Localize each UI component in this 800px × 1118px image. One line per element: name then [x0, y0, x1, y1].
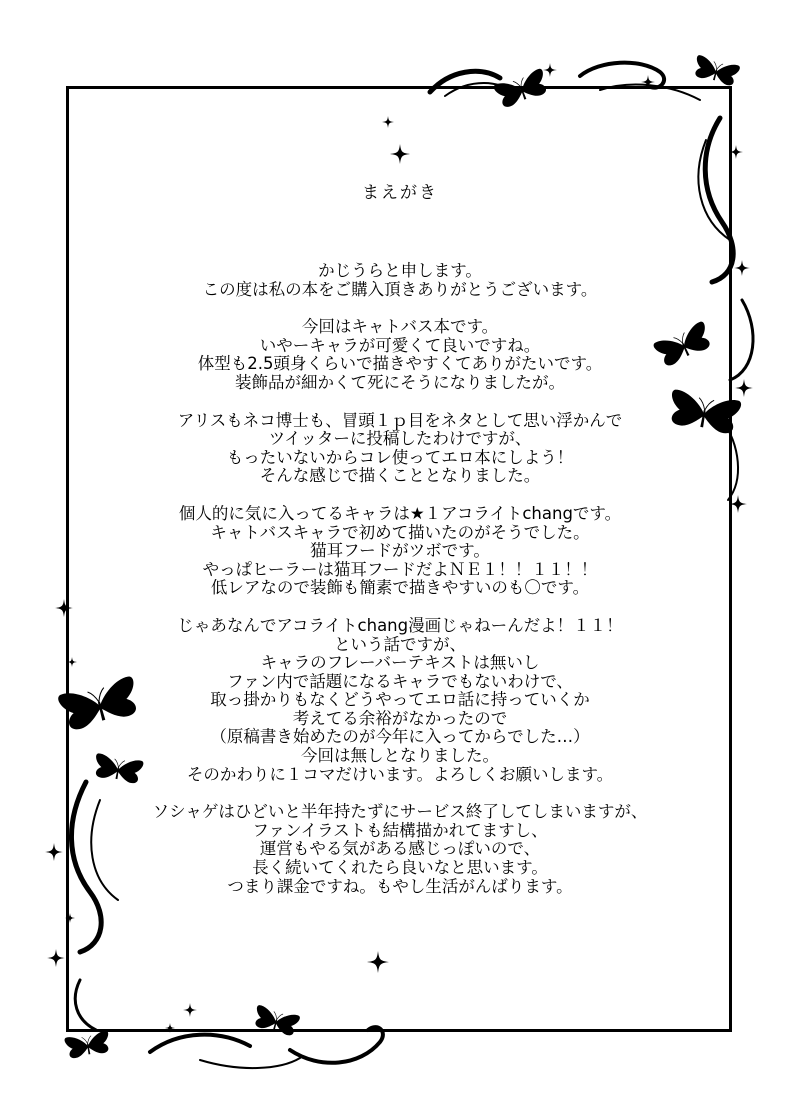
text-line: かじうらと申します。 — [318, 261, 482, 280]
text-line: 今回は無しとなりました。 — [301, 746, 499, 766]
text-line: キャトバスキャラで初めて描いたのがそうでした。 — [210, 522, 590, 542]
preface-paragraph — [0, 803, 800, 896]
text-line: そのかわりに１コマだけいます。よろしくお願いします。 — [186, 764, 614, 784]
text-line: アリスもネコ博士も、冒頭１ｐ目をネタとして思い浮かんで — [177, 410, 623, 430]
text-line: 個人的に気に入ってるキャラは★１アコライトchangです。 — [178, 503, 622, 523]
preface-paragraph — [0, 262, 800, 299]
text-line: じゃあなんでアコライトchang漫画じゃねーんだよ！１１！ — [177, 615, 623, 635]
text-line: ファンイラストも結構描かれてますし、 — [252, 820, 548, 840]
text-line: キャラのフレーバーテキストは無いし — [260, 653, 540, 673]
text-line: 運営もやる気がある感じっぽいので、 — [259, 839, 541, 859]
text-line: もったいないからコレ使ってエロ本にしよう！ — [226, 447, 574, 467]
preface-paragraph — [0, 505, 800, 598]
preface-paragraph — [0, 412, 800, 486]
text-line: ファン内で話題になるキャラでもないわけで、 — [227, 671, 573, 691]
text-line: 猫耳フードがツボです。 — [310, 541, 490, 561]
text-line: 考えてる余裕がなかったので — [292, 708, 508, 728]
preface-body — [0, 262, 800, 915]
text-line: ツイッターに投稿したわけですが、 — [268, 429, 532, 449]
text-line: （原稿書き始めたのが今年に入ってからでした…） — [210, 727, 590, 747]
text-line: この度は私の本をご購入頂きありがとうございます。 — [202, 279, 598, 299]
text-line: 長く続いてくれたら良いなと思います。 — [252, 858, 548, 878]
text-line: やっぱヒーラーは猫耳フードだよＮＥ１！！１１！！ — [202, 559, 598, 579]
text-line: いやーキャラが可愛くて良いですね。 — [259, 335, 541, 355]
text-line: つまり課金ですね。もやし生活がんばります。 — [227, 876, 573, 896]
page-title: まえがき — [362, 183, 438, 203]
text-line: 取っ掛かりもなくどうやってエロ話に持っていくか — [210, 690, 590, 710]
text-line: 体型も2.5頭身くらいで描きやすくてありがたいです。 — [197, 354, 603, 374]
text-line: 今回はキャトバス本です。 — [301, 317, 499, 337]
preface-paragraph — [0, 617, 800, 784]
text-line: 装飾品が細かくて死にそうになりましたが。 — [235, 372, 565, 392]
text-line: 低レアなので装飾も簡素で描きやすいのも〇です。 — [210, 578, 590, 598]
text-line: そんな感じで描くこととなりました。 — [259, 466, 541, 486]
preface-paragraph — [0, 318, 800, 392]
text-line: という話ですが、 — [334, 634, 466, 654]
text-line: ソシャゲはひどいと半年持たずにサービス終了してしまいますが、 — [152, 802, 648, 822]
flourish-swirl-bottom — [150, 1027, 383, 1068]
